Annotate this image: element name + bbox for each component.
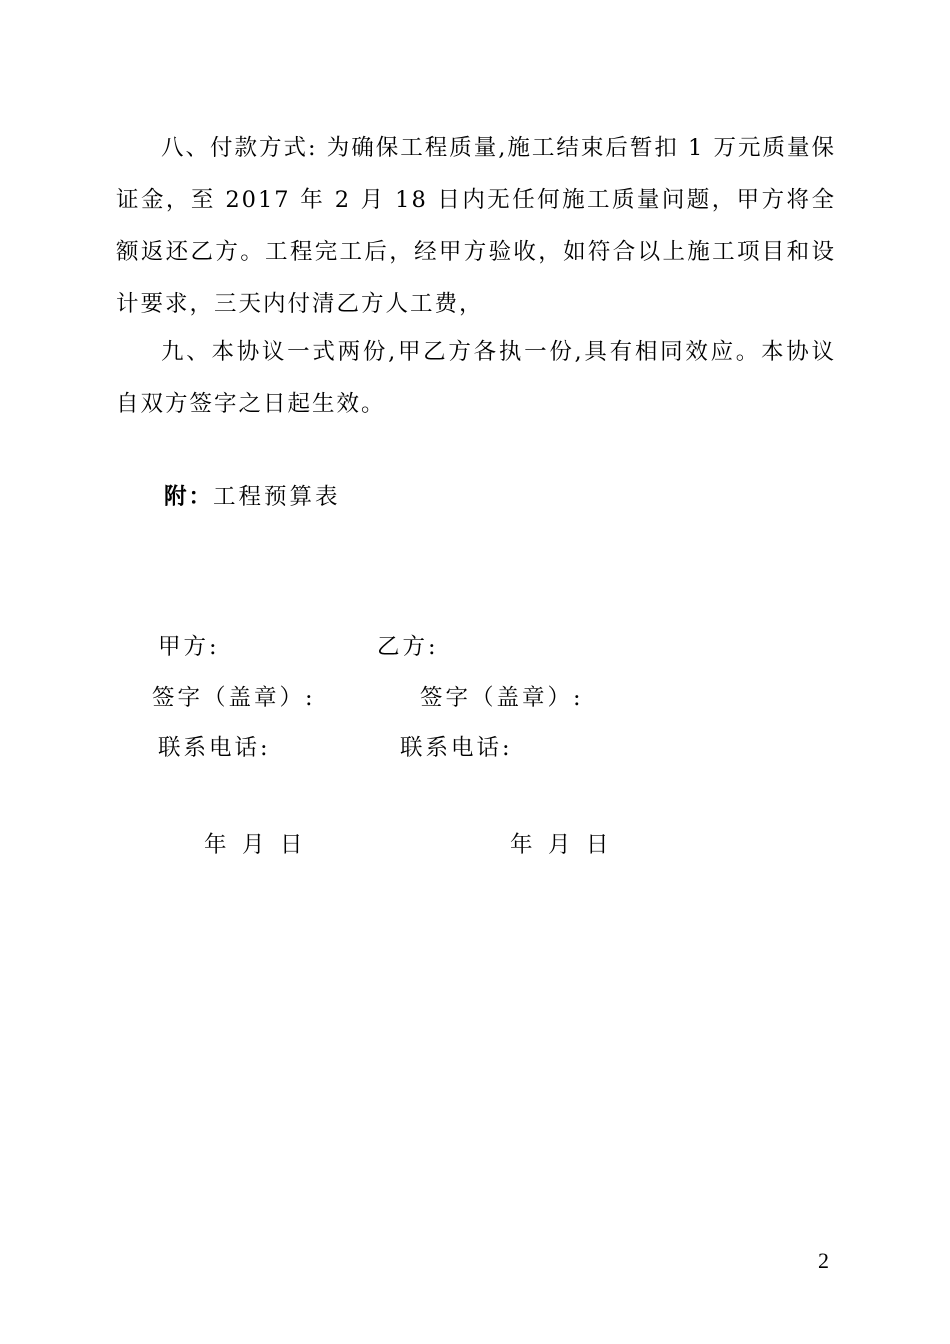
date-year-label: 年 <box>510 832 533 858</box>
party-b-label: 乙方: <box>377 634 439 660</box>
party-a-signature-label: 签字（盖章）: <box>152 685 316 711</box>
date-day-label: 日 <box>280 832 303 858</box>
party-a-phone-label: 联系电话: <box>158 735 271 761</box>
attachment-title: 工程预算表 <box>213 484 341 510</box>
date-year-label: 年 <box>204 832 227 858</box>
clause-9-copies-and-effect: 九、本协议一式两份,甲乙方各执一份,具有相同效应。本协议自双方签字之日起生效。 <box>116 339 836 417</box>
party-a-label: 甲方: <box>158 634 220 660</box>
page-number: 2 <box>818 1248 829 1273</box>
clause-8-payment-terms: 八、付款方式: 为确保工程质量,施工结束后暂扣 1 万元质量保证金，至 2017 年 2 月 18 日内无任何施工质量问题，甲方将全额返还乙方。工程完工后，经甲方验收，如符合以上施工项目和设计要求，三天内付清乙方人工费， <box>116 135 837 317</box>
attachment-line <box>164 482 341 512</box>
date-day-label: 日 <box>586 832 609 858</box>
party-b-date <box>510 830 624 860</box>
attachment-prefix: 附： <box>164 484 214 510</box>
party-a-date <box>204 830 318 860</box>
date-month-label: 月 <box>548 832 571 858</box>
party-b-phone-label: 联系电话: <box>400 735 513 761</box>
party-b-signature-label: 签字（盖章）: <box>420 685 584 711</box>
date-month-label: 月 <box>242 832 265 858</box>
